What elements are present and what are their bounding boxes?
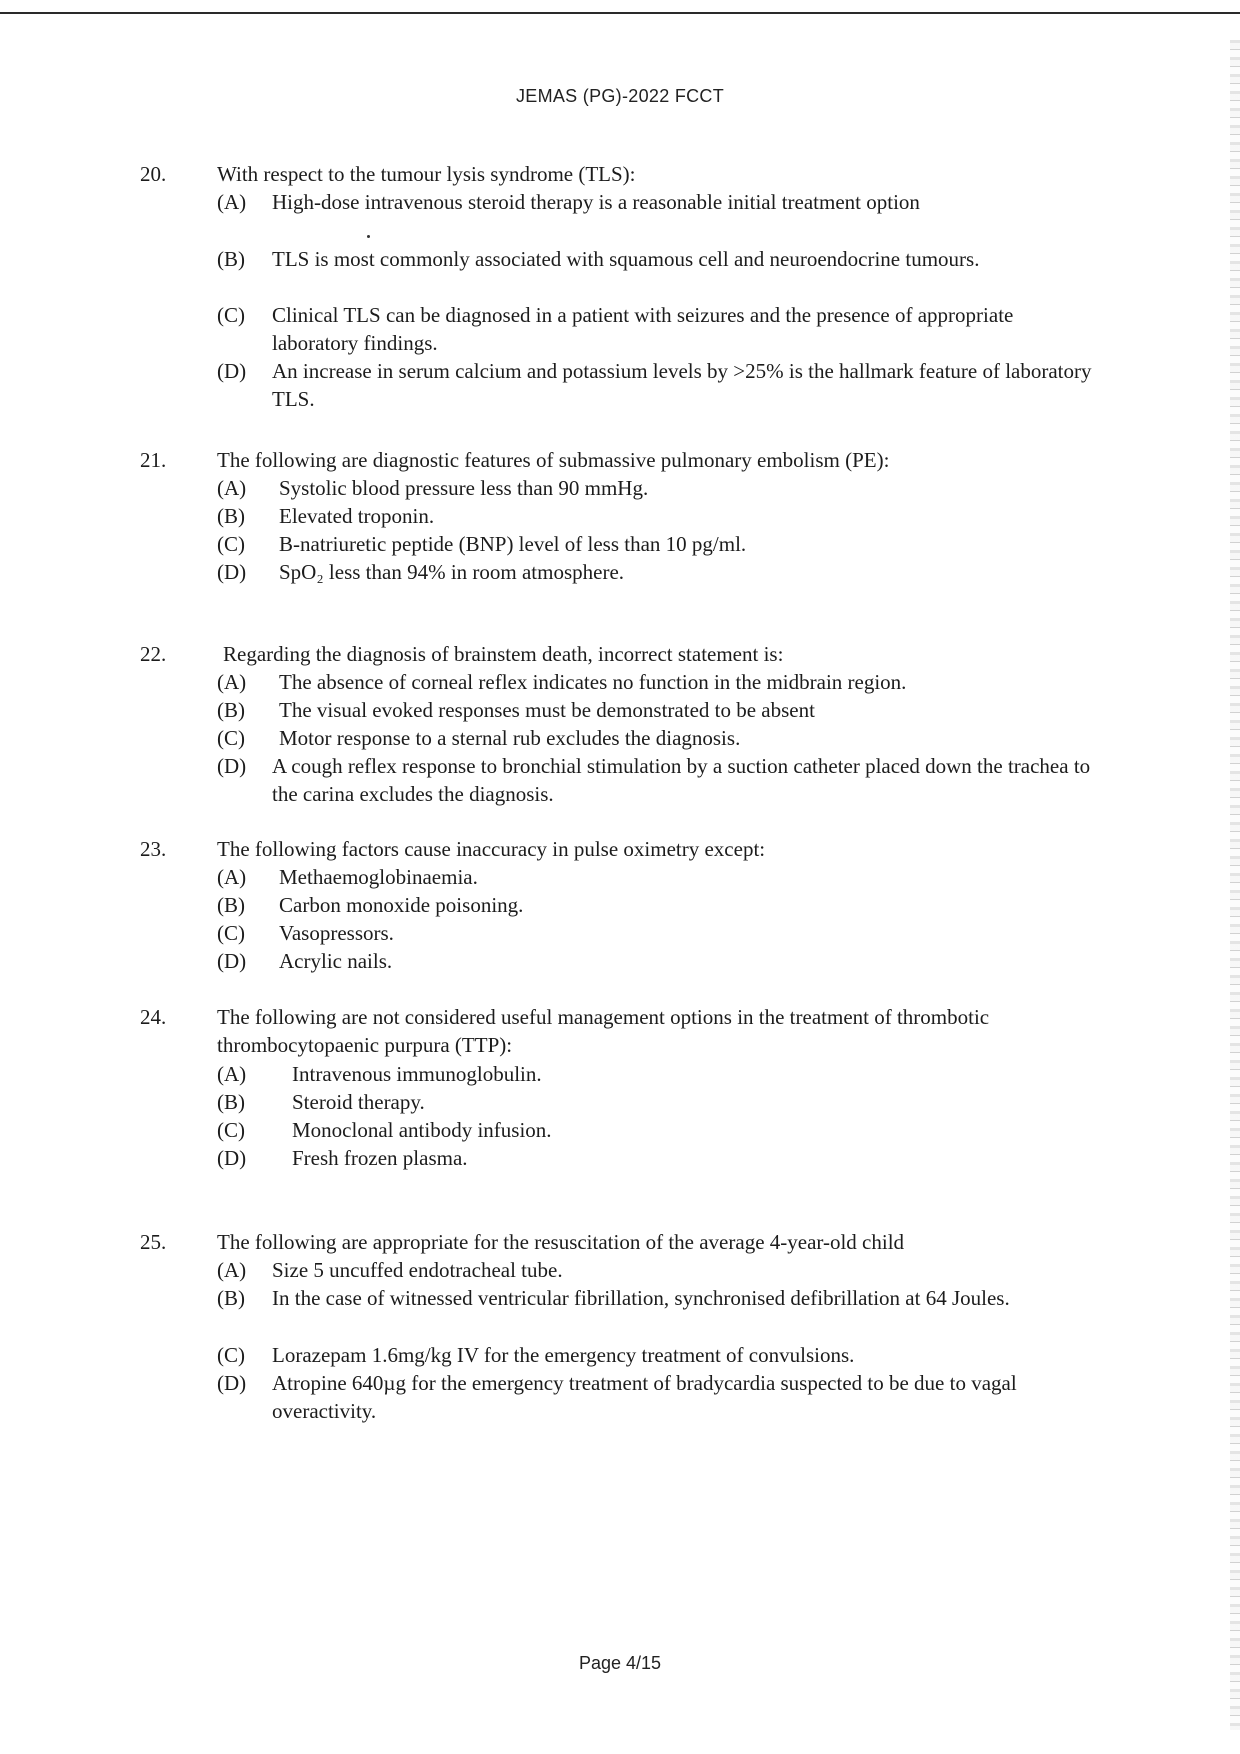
- option-text: Elevated troponin.: [279, 504, 435, 528]
- option-label: (C): [217, 726, 245, 750]
- question-stem: The following are diagnostic features of submassive pulmonary embolism (PE):: [217, 448, 890, 472]
- question-number: 25.: [140, 1230, 167, 1254]
- option-label: (B): [217, 504, 245, 528]
- option-text: In the case of witnessed ventricular fibrillation, synchronised defibrillation at 64 Joules.: [272, 1286, 1010, 1310]
- option-text: Steroid therapy.: [292, 1090, 425, 1114]
- scan-speck: [367, 235, 370, 238]
- question-number: 24.: [140, 1005, 167, 1029]
- question-stem: The following are not considered useful management options in the treatment of thrombotic thrombocytopaenic purpura (TTP):: [217, 1005, 990, 1057]
- option-label: (C): [217, 1343, 245, 1367]
- option-text: Clinical TLS can be diagnosed in a patient with seizures and the presence of appropriate laboratory findings.: [272, 303, 1014, 355]
- option-label: (D): [217, 1146, 247, 1170]
- question-stem: Regarding the diagnosis of brainstem death, incorrect statement is:: [223, 642, 784, 666]
- top-rule: [0, 12, 1240, 14]
- option-text: Monoclonal antibody infusion.: [292, 1118, 552, 1142]
- option-label: (B): [217, 1090, 245, 1114]
- option-text: Acrylic nails.: [279, 949, 393, 973]
- option-text: TLS is most commonly associated with squamous cell and neuroendocrine tumours.: [272, 247, 980, 271]
- option-text: Methaemoglobinaemia.: [279, 865, 478, 889]
- question-stem: The following factors cause inaccuracy in pulse oximetry except:: [217, 837, 766, 861]
- option-label: (B): [217, 698, 245, 722]
- option-text: Vasopressors.: [279, 921, 394, 945]
- option-label: (C): [217, 921, 245, 945]
- option-label: (A): [217, 190, 247, 214]
- question-stem: The following are appropriate for the resuscitation of the average 4-year-old child: [217, 1230, 905, 1254]
- option-text: An increase in serum calcium and potassium levels by >25% is the hallmark feature of laboratory TLS.: [272, 359, 1092, 411]
- option-label: (A): [217, 1062, 247, 1086]
- option-label: (D): [217, 1371, 247, 1395]
- question-stem: With respect to the tumour lysis syndrome (TLS):: [217, 162, 636, 186]
- option-label: (D): [217, 754, 247, 778]
- option-text: A cough reflex response to bronchial stimulation by a suction catheter placed down the trachea to the carina excludes the diagnosis.: [272, 754, 1091, 806]
- option-text: Fresh frozen plasma.: [292, 1146, 468, 1170]
- page-number: Page 4/15: [578, 1653, 662, 1673]
- option-text: The visual evoked responses must be demonstrated to be absent: [279, 698, 815, 722]
- option-text: Carbon monoxide poisoning.: [279, 893, 524, 917]
- option-label: (D): [217, 359, 247, 383]
- option-text: B-natriuretic peptide (BNP) level of less than 10 pg/ml.: [279, 532, 747, 556]
- option-label: (A): [217, 865, 247, 889]
- option-text: Lorazepam 1.6mg/kg IV for the emergency treatment of convulsions.: [272, 1343, 855, 1367]
- question-number: 23.: [140, 837, 167, 861]
- option-text: The absence of corneal reflex indicates no function in the midbrain region.: [279, 670, 907, 694]
- option-label: (A): [217, 670, 247, 694]
- option-text: Size 5 uncuffed endotracheal tube.: [272, 1258, 563, 1282]
- option-label: (C): [217, 532, 245, 556]
- page-header: JEMAS (PG)-2022 FCCT: [515, 86, 725, 106]
- question-number: 22.: [140, 642, 167, 666]
- option-label: (C): [217, 303, 245, 327]
- option-label: (B): [217, 247, 245, 271]
- option-label: (B): [217, 893, 245, 917]
- option-label: (C): [217, 1118, 245, 1142]
- option-label: (D): [217, 560, 247, 584]
- option-text: SpO₂ less than 94% in room atmosphere.: [279, 560, 625, 584]
- option-label: (D): [217, 949, 247, 973]
- question-number: 20.: [140, 162, 167, 186]
- question-number: 21.: [140, 448, 167, 472]
- option-label: (A): [217, 476, 247, 500]
- option-label: (B): [217, 1286, 245, 1310]
- option-text: Systolic blood pressure less than 90 mmHg.: [279, 476, 649, 500]
- option-text: Intravenous immunoglobulin.: [292, 1062, 542, 1086]
- option-text: Atropine 640µg for the emergency treatment of bradycardia suspected to be due to vagal overactivity.: [272, 1371, 1017, 1423]
- option-text: Motor response to a sternal rub excludes the diagnosis.: [279, 726, 741, 750]
- scan-edge: [1230, 40, 1240, 1730]
- option-label: (A): [217, 1258, 247, 1282]
- option-text: High-dose intravenous steroid therapy is a reasonable initial treatment option: [272, 190, 920, 214]
